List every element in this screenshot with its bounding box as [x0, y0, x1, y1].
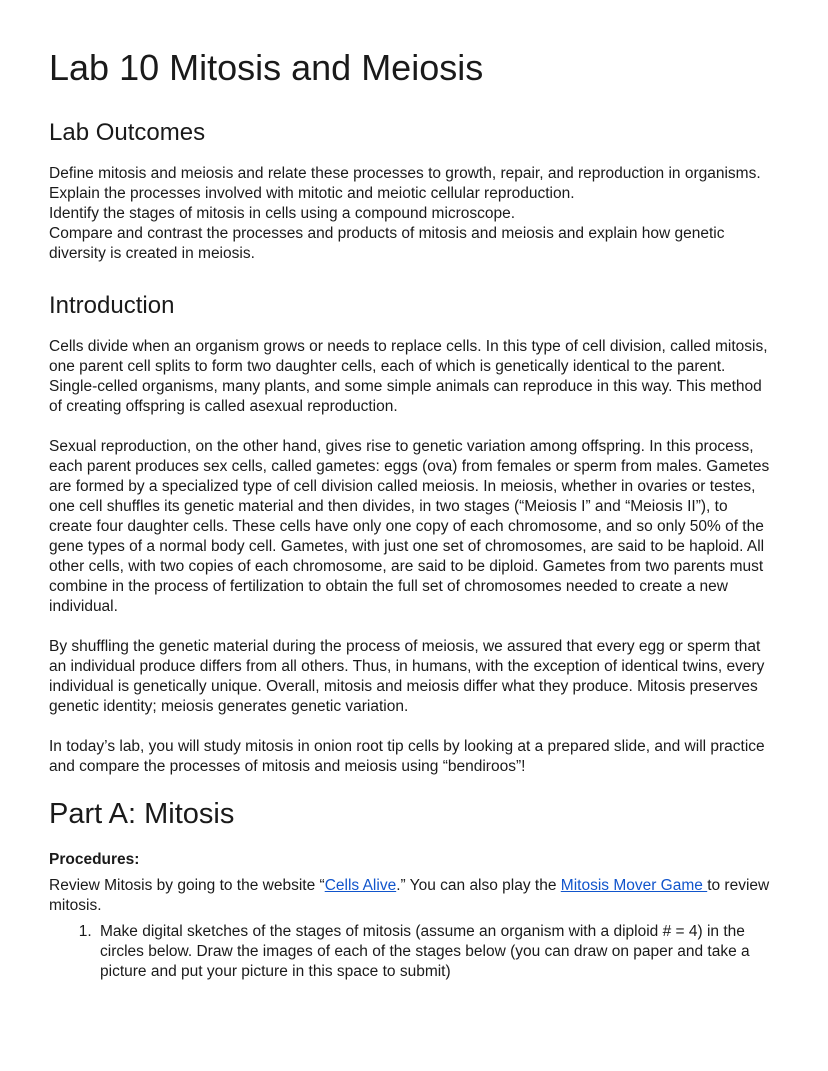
cells-alive-link[interactable]: Cells Alive: [324, 876, 397, 894]
document-title: Lab 10 Mitosis and Meiosis: [49, 47, 484, 88]
section-heading-introduction: Introduction: [49, 291, 175, 319]
lab-outcome: Define mitosis and meiosis and relate these processes to growth, repair, and reproduction in organisms.: [49, 164, 761, 182]
review-text-between: .” You can also play the: [396, 876, 561, 894]
review-text-before: Review Mitosis by going to the website “: [49, 876, 325, 894]
intro-paragraph: Sexual reproduction, on the other hand, gives rise to genetic variation among offspring. In this process, each parent produces sex cells, called gametes: eggs (ova) from females or sperm from males. Gametes are formed by a specialized type of cell division called meiosis. In meiosis, whether in ovaries or testes, one cell shuffles its genetic material and then divides, in two stages (“Meiosis I” and “Meiosis II”), to create four daughter cells. These cells have only one copy of each chromosome, and so only 50% of the gene types of a normal body cell. Gametes, with just one set of chromosomes, are said to be haploid. All other cells, with two copies of each chromosome, are said to be diploid. Gametes from two parents must combine in the process of fertilization to obtain the full set of chromosomes needed to create a new individual.: [49, 437, 770, 615]
review-sentence: [49, 876, 771, 916]
section-heading-lab-outcomes: Lab Outcomes: [49, 119, 206, 147]
section-heading-part-a-mitosis: Part A: Mitosis: [49, 797, 235, 830]
introduction-body: [49, 337, 771, 777]
intro-paragraph: In today’s lab, you will study mitosis in onion root tip cells by looking at a prepared slide, and will practice and compare the processes of mitosis and meiosis using “bendiroos”!: [49, 737, 765, 775]
review-text-after: to review mitosis.: [49, 876, 770, 914]
lab-outcomes-list: [49, 164, 771, 264]
mitosis-mover-game-link[interactable]: Mitosis Mover Game: [560, 876, 708, 894]
lab-outcome: Compare and contrast the processes and products of mitosis and meiosis and explain how genetic diversity is created in meiosis.: [49, 224, 725, 262]
intro-paragraph: Cells divide when an organism grows or needs to replace cells. In this type of cell division, called mitosis, one parent cell splits to form two daughter cells, each of which is genetically identical to the parent. Single-celled organisms, many plants, and some simple animals can reproduce in this way. This method of creating offspring is called asexual reproduction.: [49, 337, 768, 415]
lab-outcome: Identify the stages of mitosis in cells using a compound microscope.: [49, 204, 516, 222]
intro-paragraph: By shuffling the genetic material during the process of meiosis, we assured that every egg or sperm that an individual produce differs from all others. Thus, in humans, with the exception of identical twins, every individual is genetically unique. Overall, mitosis and meiosis differ what they produce. Mitosis preserves genetic identity; meiosis generates genetic variation.: [49, 637, 765, 715]
procedure-step: 1. Make digital sketches of the stages of mitosis (assume an organism with a diploid # = 4) in the circles below. Draw the images of each of the stages below (you can draw on paper and take a picture and put your picture in this space to submit): [96, 922, 771, 982]
procedures-label: Procedures:: [49, 850, 140, 868]
lab-outcome: Explain the processes involved with mitotic and meiotic cellular reproduction.: [49, 184, 575, 202]
procedure-steps-list: [49, 922, 771, 982]
